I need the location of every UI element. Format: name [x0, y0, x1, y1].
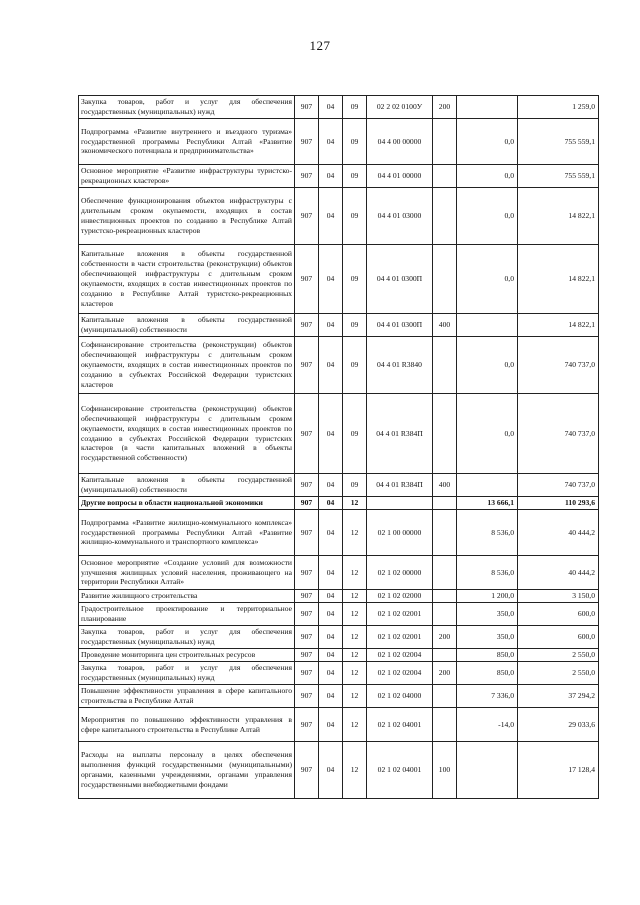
row-subsection: 12: [343, 662, 367, 685]
row-subsection: 12: [343, 626, 367, 649]
row-target-article: 02 1 02 04001: [367, 708, 433, 742]
row-section: 04: [319, 337, 343, 394]
row-amount-change: 13 666,1: [457, 497, 518, 510]
row-amount-total: 740 737,0: [518, 337, 599, 394]
row-subsection: 09: [343, 245, 367, 314]
row-section: 04: [319, 188, 343, 245]
row-expense-type: [433, 590, 457, 603]
row-expense-type: 200: [433, 626, 457, 649]
row-target-article: [367, 497, 433, 510]
row-amount-total: 755 559,1: [518, 165, 599, 188]
row-subsection: 12: [343, 649, 367, 662]
row-subsection: 12: [343, 742, 367, 799]
row-subsection: 12: [343, 603, 367, 626]
table-row: [79, 165, 599, 188]
row-section: 04: [319, 474, 343, 497]
table-row: [79, 708, 599, 742]
row-target-article: 04 4 01 00000: [367, 165, 433, 188]
table-row: [79, 742, 599, 799]
row-subsection: 12: [343, 708, 367, 742]
row-target-article: 04 4 01 R3840: [367, 337, 433, 394]
row-expense-type: [433, 245, 457, 314]
row-amount-change: 850,0: [457, 649, 518, 662]
row-amount-change: 0,0: [457, 337, 518, 394]
row-grbs: 907: [295, 742, 319, 799]
row-name: Развитие жилищного строительства: [79, 590, 295, 603]
row-expense-type: 400: [433, 314, 457, 337]
row-target-article: 02 1 02 04001: [367, 742, 433, 799]
table-row: [79, 510, 599, 556]
row-amount-change: 0,0: [457, 165, 518, 188]
row-name: Расходы на выплаты персоналу в целях обеспечения выполнения функций государственными (муниципальными) органами, казенными учреждениями, органами управления государственными внебюджетными фондами: [79, 742, 295, 799]
row-subsection: 09: [343, 119, 367, 165]
row-expense-type: 100: [433, 742, 457, 799]
row-amount-total: 2 550,0: [518, 662, 599, 685]
row-grbs: 907: [295, 474, 319, 497]
row-grbs: 907: [295, 119, 319, 165]
table-row: [79, 394, 599, 474]
row-grbs: 907: [295, 165, 319, 188]
table-row: [79, 590, 599, 603]
row-name: Софинансирование строительства (реконструкции) объектов обеспечивающей инфраструктуры с длительным сроком окупаемости, входящих в состав инвестиционных проектов по созданию в субъектах Российской Федерации туристских кластеров: [79, 337, 295, 394]
table-row: [79, 685, 599, 708]
row-name: Мероприятия по повышению эффективности управления в сфере капитального строительства в Республике Алтай: [79, 708, 295, 742]
row-amount-change: 350,0: [457, 626, 518, 649]
row-section: 04: [319, 685, 343, 708]
row-target-article: 02 1 02 02000: [367, 590, 433, 603]
row-subsection: 12: [343, 685, 367, 708]
row-target-article: 02 1 02 02001: [367, 626, 433, 649]
row-target-article: 02 1 00 00000: [367, 510, 433, 556]
row-grbs: 907: [295, 96, 319, 119]
row-amount-total: 1 259,0: [518, 96, 599, 119]
row-amount-total: 3 150,0: [518, 590, 599, 603]
row-target-article: 04 4 01 R384П: [367, 474, 433, 497]
row-grbs: 907: [295, 394, 319, 474]
row-target-article: 02 1 02 02001: [367, 603, 433, 626]
row-expense-type: [433, 649, 457, 662]
table-row: [79, 649, 599, 662]
row-section: 04: [319, 626, 343, 649]
row-amount-change: 0,0: [457, 188, 518, 245]
row-name: Повышение эффективности управления в сфере капитального строительства в Республике Алтай: [79, 685, 295, 708]
row-target-article: 02 1 02 00000: [367, 556, 433, 590]
row-section: 04: [319, 603, 343, 626]
row-name: Основное мероприятие «Создание условий для возможности улучшения жилищных условий населения, проживающего на территории Республики Алтай»: [79, 556, 295, 590]
row-expense-type: [433, 165, 457, 188]
row-subsection: 12: [343, 556, 367, 590]
row-section: 04: [319, 662, 343, 685]
table-row: [79, 188, 599, 245]
table-row: [79, 96, 599, 119]
row-target-article: 02 1 02 02004: [367, 662, 433, 685]
row-expense-type: [433, 497, 457, 510]
table-row: [79, 314, 599, 337]
row-expense-type: [433, 394, 457, 474]
row-name: Капитальные вложения в объекты государственной (муниципальной) собственности: [79, 474, 295, 497]
row-amount-total: 14 822,1: [518, 314, 599, 337]
row-amount-change: 8 536,0: [457, 510, 518, 556]
row-name: Закупка товаров, работ и услуг для обеспечения государственных (муниципальных) нужд: [79, 662, 295, 685]
row-amount-change: 7 336,0: [457, 685, 518, 708]
row-subsection: 09: [343, 474, 367, 497]
row-target-article: 02 2 02 0100У: [367, 96, 433, 119]
row-name: Обеспечение функционирования объектов инфраструктуры с длительным сроком окупаемости, входящих в состав инвестиционных проектов по созданию в Республике Алтай туристско-рекреационных кластеров: [79, 188, 295, 245]
row-grbs: 907: [295, 245, 319, 314]
row-amount-total: 740 737,0: [518, 394, 599, 474]
row-amount-change: [457, 474, 518, 497]
row-expense-type: [433, 337, 457, 394]
row-expense-type: [433, 685, 457, 708]
row-subsection: 12: [343, 497, 367, 510]
row-name: Основное мероприятие «Развитие инфраструктуры туристско-рекреационных кластеров»: [79, 165, 295, 188]
row-amount-change: 850,0: [457, 662, 518, 685]
row-grbs: 907: [295, 603, 319, 626]
row-name: Закупка товаров, работ и услуг для обеспечения государственных (муниципальных) нужд: [79, 626, 295, 649]
row-section: 04: [319, 556, 343, 590]
row-grbs: 907: [295, 497, 319, 510]
row-grbs: 907: [295, 649, 319, 662]
row-grbs: 907: [295, 510, 319, 556]
page-number: 127: [309, 38, 331, 53]
row-section: 04: [319, 510, 343, 556]
row-subsection: 09: [343, 165, 367, 188]
row-section: 04: [319, 394, 343, 474]
row-target-article: 04 4 00 00000: [367, 119, 433, 165]
row-amount-total: 14 822,1: [518, 245, 599, 314]
row-target-article: 02 1 02 04000: [367, 685, 433, 708]
row-section: 04: [319, 590, 343, 603]
row-amount-total: 2 550,0: [518, 649, 599, 662]
row-expense-type: [433, 119, 457, 165]
row-subsection: 12: [343, 590, 367, 603]
row-name: Градостроительное проектирование и территориальное планирование: [79, 603, 295, 626]
row-amount-total: 110 293,6: [518, 497, 599, 510]
row-section: 04: [319, 119, 343, 165]
row-amount-total: 14 822,1: [518, 188, 599, 245]
row-subsection: 09: [343, 394, 367, 474]
row-subsection: 09: [343, 337, 367, 394]
row-grbs: 907: [295, 685, 319, 708]
row-name: Другие вопросы в области национальной экономики: [79, 497, 295, 510]
row-expense-type: 200: [433, 96, 457, 119]
row-amount-total: 40 444,2: [518, 556, 599, 590]
row-expense-type: [433, 603, 457, 626]
row-grbs: 907: [295, 590, 319, 603]
row-amount-total: 29 033,6: [518, 708, 599, 742]
row-grbs: 907: [295, 314, 319, 337]
row-amount-total: 17 128,4: [518, 742, 599, 799]
row-amount-change: -14,0: [457, 708, 518, 742]
row-section: 04: [319, 742, 343, 799]
row-amount-change: 0,0: [457, 394, 518, 474]
row-grbs: 907: [295, 662, 319, 685]
table-row: [79, 556, 599, 590]
row-section: 04: [319, 649, 343, 662]
row-amount-change: [457, 314, 518, 337]
row-section: 04: [319, 314, 343, 337]
table-row: [79, 662, 599, 685]
row-name: Капитальные вложения в объекты государственной (муниципальной) собственности: [79, 314, 295, 337]
row-section: 04: [319, 245, 343, 314]
row-section: 04: [319, 96, 343, 119]
row-expense-type: 400: [433, 474, 457, 497]
row-amount-change: 8 536,0: [457, 556, 518, 590]
table-row: [79, 337, 599, 394]
row-amount-total: 37 294,2: [518, 685, 599, 708]
table-body: [79, 96, 599, 799]
row-amount-total: 40 444,2: [518, 510, 599, 556]
row-amount-change: 0,0: [457, 245, 518, 314]
row-name: Подпрограмма «Развитие внутреннего и въездного туризма» государственной программы Республики Алтай «Развитие экономического потенциала и предпринимательства»: [79, 119, 295, 165]
row-amount-total: 740 737,0: [518, 474, 599, 497]
table-row: [79, 603, 599, 626]
row-subsection: 09: [343, 188, 367, 245]
row-target-article: 04 4 01 0300П: [367, 314, 433, 337]
row-target-article: 04 4 01 03000: [367, 188, 433, 245]
table-row: [79, 245, 599, 314]
row-amount-change: 1 200,0: [457, 590, 518, 603]
row-grbs: 907: [295, 337, 319, 394]
table-row: [79, 119, 599, 165]
row-section: 04: [319, 165, 343, 188]
row-subsection: 09: [343, 96, 367, 119]
row-name: Капитальные вложения в объекты государственной собственности в части строительства (реконструкции) объектов обеспечивающей инфраструктуры с длительным сроком окупаемости, входящих в состав инвестиционных проектов по созданию в Республике Алтай туристско-рекреационных кластеров: [79, 245, 295, 314]
row-section: 04: [319, 708, 343, 742]
table-row: [79, 626, 599, 649]
row-name: Проведение мониторинга цен строительных ресурсов: [79, 649, 295, 662]
budget-table: [78, 95, 599, 799]
row-name: Софинансирование строительства (реконструкции) объектов обеспечивающей инфраструктуры с длительным сроком окупаемости, входящих в состав инвестиционных проектов по созданию в субъектах Российской Федерации туристских кластеров (в части капитальных вложений в объекты государственной собственности): [79, 394, 295, 474]
row-target-article: 02 1 02 02004: [367, 649, 433, 662]
row-subsection: 12: [343, 510, 367, 556]
row-grbs: 907: [295, 556, 319, 590]
row-grbs: 907: [295, 708, 319, 742]
row-section: 04: [319, 497, 343, 510]
row-amount-change: [457, 742, 518, 799]
row-amount-change: 350,0: [457, 603, 518, 626]
row-expense-type: [433, 708, 457, 742]
row-expense-type: [433, 556, 457, 590]
row-amount-total: 755 559,1: [518, 119, 599, 165]
row-amount-change: [457, 96, 518, 119]
row-expense-type: 200: [433, 662, 457, 685]
row-amount-change: 0,0: [457, 119, 518, 165]
row-name: Закупка товаров, работ и услуг для обеспечения государственных (муниципальных) нужд: [79, 96, 295, 119]
table-row: [79, 497, 599, 510]
row-target-article: 04 4 01 R384П: [367, 394, 433, 474]
row-grbs: 907: [295, 626, 319, 649]
row-amount-total: 600,0: [518, 626, 599, 649]
row-grbs: 907: [295, 188, 319, 245]
row-subsection: 09: [343, 314, 367, 337]
row-amount-total: 600,0: [518, 603, 599, 626]
row-expense-type: [433, 188, 457, 245]
row-target-article: 04 4 01 0300П: [367, 245, 433, 314]
row-expense-type: [433, 510, 457, 556]
row-name: Подпрограмма «Развитие жилищно-коммунального комплекса» государственной программы Республики Алтай «Развитие жилищно-коммунального и транспортного комплекса»: [79, 510, 295, 556]
table-row: [79, 474, 599, 497]
